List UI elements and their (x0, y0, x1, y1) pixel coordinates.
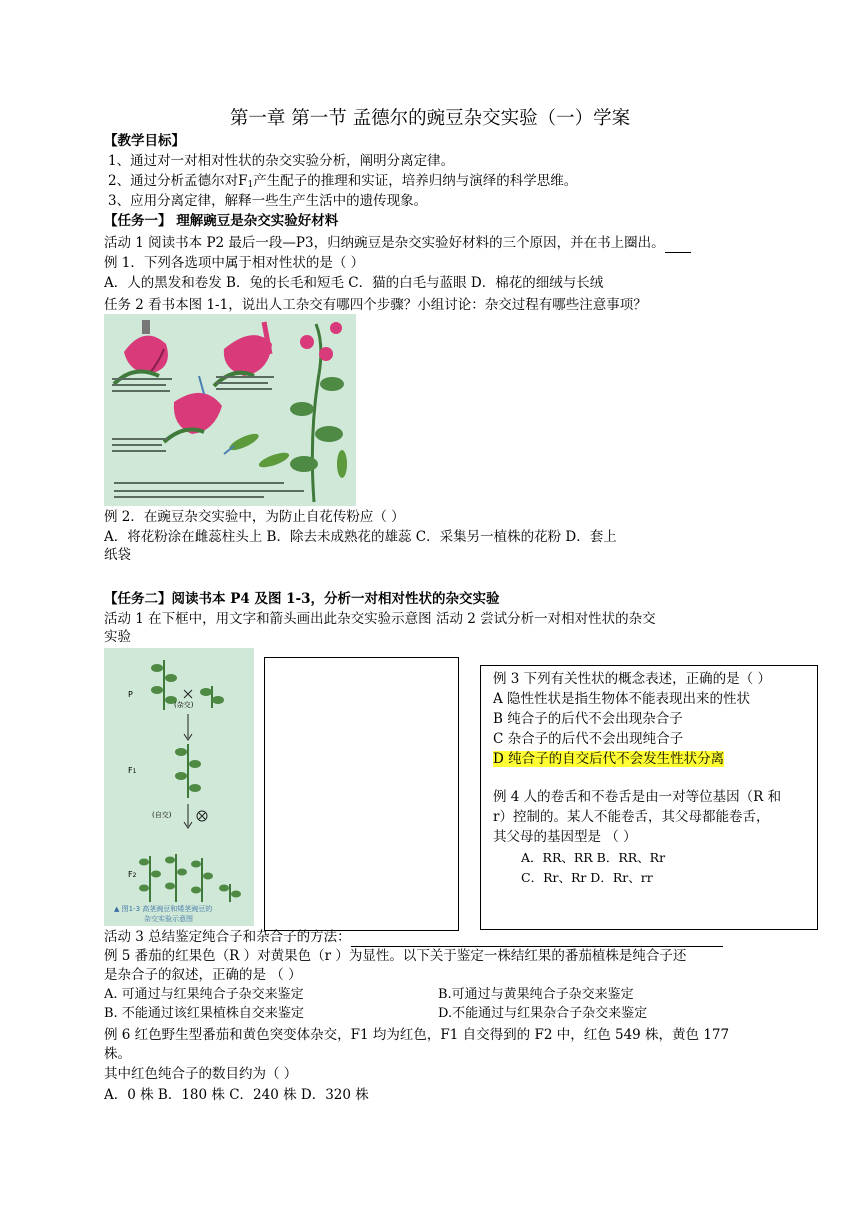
figure-label-f2: F2 (128, 870, 137, 879)
page-title: 第一章 第一节 孟德尔的豌豆杂交实验（一）学案 (229, 108, 631, 129)
example4-options-ab: A．RR、RR B．RR、Rr (521, 850, 666, 865)
figure-label-p: P (128, 690, 133, 699)
example5-line1: 例 5 番茄的红果色（R ）对黄果色（r ）为显性。以下关于鉴定一株结红果的番茄植株是纯合子还 (104, 948, 687, 964)
example6-line2: 株。 (104, 1046, 131, 1062)
examples-box (480, 665, 818, 930)
objective-2: 2、通过分析孟德尔对$F_1$产生配子的推理和实证，培养归纳与演绎的科学思维。 (108, 173, 578, 190)
example4-line3: 其父母的基因型是 （ ） (493, 829, 637, 845)
example3-option-d: D 纯合子的自交后代不会发生性状分离 (493, 751, 725, 767)
task1-heading: 【任务一】 理解豌豆是杂交实验好材料 (104, 213, 339, 229)
figure-label-self: (自交) (152, 811, 172, 819)
example3-option-a: A 隐性性状是指生物体不能表现出来的性状 (493, 691, 751, 707)
objective-1: 1、通过对一对相对性状的杂交实验分析，阐明分离定律。 (108, 153, 455, 169)
pea-flower-figure (104, 314, 356, 506)
objective-3: 3、应用分离定律，解释一些生产生活中的遗传现象。 (108, 193, 428, 209)
figure-label-f1: F1 (128, 766, 137, 775)
pea-plant-cross-figure (104, 648, 254, 926)
example2-options-cont: 纸袋 (104, 547, 131, 563)
task1-activity1: 活动 1 阅读书本 P2 最后一段—P3，归纳豌豆是杂交实验好材料的三个原因，并在书上圈出。 (104, 234, 691, 253)
example5-option-b: B.可通过与黄果纯合子杂交来鉴定 (438, 987, 634, 1002)
example3-option-c: C 杂合子的后代不会出现纯合子 (493, 731, 684, 747)
figure-caption: ▲ 图1-3 高茎豌豆和矮茎豌豆的 (114, 905, 213, 913)
example3-option-b: B 纯合子的后代不会出现杂合子 (493, 711, 683, 727)
example3-stem: 例 3 下列有关性状的概念表述，正确的是（ ） (493, 671, 771, 687)
example4-options-cd: C．Rr、Rr D．Rr、rr (521, 870, 653, 885)
task2-activity1-cont: 实验 (104, 629, 131, 645)
task2-activity3: 活动 3 总结鉴定纯合子和杂合子的方法： (104, 928, 723, 947)
example5-line2: 是杂合子的叙述，正确的是 （ ） (104, 967, 302, 983)
example5-option-d: D.不能通过与红果杂合子杂交来鉴定 (438, 1006, 648, 1021)
task2-activity1: 活动 1 在下框中，用文字和箭头画出此杂交实验示意图 活动 2 尝试分析一对相对性状的杂交 (104, 611, 656, 627)
example1-options: A．人的黑发和卷发 B．兔的长毛和短毛 C．猫的白毛与蓝眼 D．棉花的细绒与长绒 (104, 275, 604, 291)
example6-line1: 例 6 红色野生型番茄和黄色突变体杂交，F1 均为红色，F1 自交得到的 F2 中，红色 549 株，黄色 177 (104, 1027, 730, 1043)
example2-stem: 例 2．在豌豆杂交实验中，为防止自花传粉应（ ） (104, 509, 405, 525)
task2-heading: 【任务二】阅读书本 P4 及图 1-3，分析一对相对性状的杂交实验 (104, 591, 500, 607)
drawing-answer-box[interactable] (264, 657, 459, 931)
example6-line3: 其中红色纯合子的数目约为（ ） (104, 1066, 298, 1082)
objectives-heading: 【教学目标】 (104, 133, 185, 149)
example2-options: A．将花粉涂在雌蕊柱头上 B．除去未成熟花的雄蕊 C．采集另一植株的花粉 D．套上 (104, 529, 617, 545)
task1-task2: 任务 2 看书本图 1-1，说出人工杂交有哪四个步骤？小组讨论：杂交过程有哪些注意事项？ (104, 297, 647, 313)
example4-line2: r）控制的。某人不能卷舌，其父母都能卷舌， (493, 809, 770, 825)
example5-option-a: A. 可通过与红果纯合子杂交来鉴定 (104, 987, 304, 1002)
example1-stem: 例 1．下列各选项中属于相对性状的是（ ） (104, 255, 365, 271)
example6-options: A．0 株 B．180 株 C．240 株 D．320 株 (104, 1087, 369, 1103)
example4-line1: 例 4 人的卷舌和不卷舌是由一对等位基因（R 和 (493, 789, 782, 805)
figure-label-hybrid: (杂交) (174, 701, 194, 709)
example5-option-c: B. 不能通过该红果植株自交来鉴定 (104, 1006, 304, 1021)
figure-caption-2: 杂交实验示意图 (144, 915, 193, 923)
